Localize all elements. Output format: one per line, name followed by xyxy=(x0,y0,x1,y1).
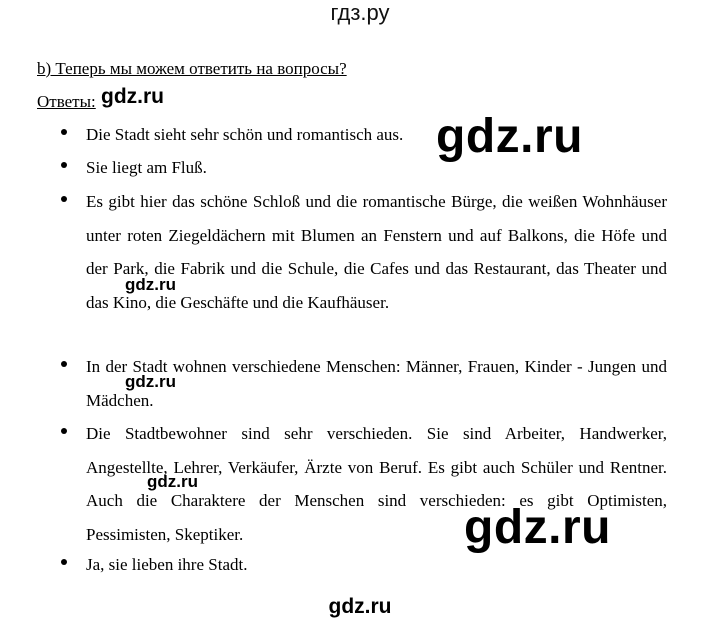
bullet-icon xyxy=(61,129,67,135)
watermark-label: gdz.ru xyxy=(101,85,164,108)
watermark-small: gdz.ru xyxy=(125,372,176,391)
answer-text: Sie liegt am Fluß. xyxy=(86,158,207,177)
answer-text: In der Stadt wohnen verschiedene Menschen: Männer, Frauen, Kinder - Jungen und Mädchen. xyxy=(86,357,667,410)
bullet-icon xyxy=(61,428,67,434)
watermark-large-bottom: gdz.ru xyxy=(464,501,611,554)
answer-text: Es gibt hier das schöne Schloß und die romantische Bürge, die weißen Wohnhäuser unter roten Ziegeldächern mit Blumen an Fenstern und auf Balkons, die Höfe und der Park, die Fabrik und die Schule, die Cafes und das Restaurant, das Theater und das Kino, die Geschäfte und die Kaufhäuser. xyxy=(86,192,667,312)
list-item xyxy=(61,185,667,319)
answer-text: Die Stadtbewohner sind sehr verschieden. Sie sind Arbeiter, Handwerker, Angestellte, Lehrer, Verkäufer, Ärzte von Beruf. Es gibt auch Schüler und Rentner. Auch die Charaktere der Menschen sind verschieden: es gibt Optimisten, Pessimisten, Skeptiker. xyxy=(86,424,667,544)
bullet-icon xyxy=(61,559,67,565)
watermark-small: gdz.ru xyxy=(125,275,176,294)
answers-label: Ответы: xyxy=(37,92,96,111)
bullet-icon xyxy=(61,196,67,202)
watermark-small: gdz.ru xyxy=(147,472,198,491)
bullet-icon xyxy=(61,361,67,367)
watermark-large-top: gdz.ru xyxy=(436,110,583,163)
section-heading: b) Теперь мы можем ответить на вопросы? xyxy=(37,59,347,78)
site-header-watermark: гдз.ру xyxy=(330,0,390,25)
answer-text: Ja, sie lieben ihre Stadt. xyxy=(86,555,248,574)
bullet-icon xyxy=(61,162,67,168)
answer-text: Die Stadt sieht sehr schön und romantisch aus. xyxy=(86,125,404,144)
footer-watermark: gdz.ru xyxy=(328,595,392,618)
